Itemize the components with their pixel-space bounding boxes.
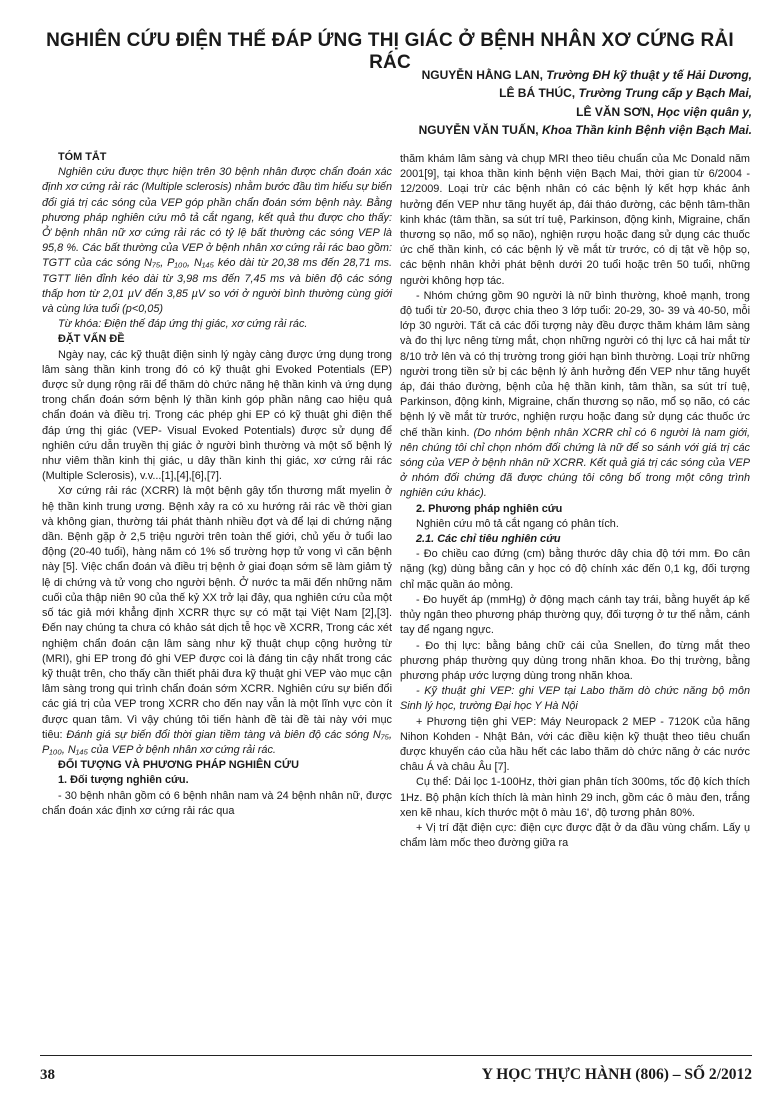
control-group-note: (Do nhóm bệnh nhân XCRR chỉ có 6 người là nam giới, nên chúng tôi chỉ chọn nhóm đối chứng là nữ để so sánh với giá trị các sóng của VEP ở bệnh nhân nữ XCRR. Kết quả giá trị các sóng của VEP ở nhóm đối chứng đã được chúng tôi công bố trong một công trình nghiên cứu khác). bbox=[400, 426, 750, 500]
left-column bbox=[42, 150, 392, 819]
right-column bbox=[400, 152, 750, 851]
author-line bbox=[192, 103, 752, 121]
method-paragraph: Nghiên cứu mô tả cắt ngang có phân tích. bbox=[416, 517, 619, 530]
study-aim: Đánh giá sự biến đổi thời gian tiềm tàng và biên độ các sóng N₇₅, P₁₀₀, N₁₄₅ của VEP ở bệnh nhân xơ cứng rải rác. bbox=[42, 728, 393, 756]
paper-title: NGHIÊN CỨU ĐIỆN THẾ ĐÁP ỨNG THỊ GIÁC Ở BỆNH NHÂN XƠ CỨNG RẢI RÁC bbox=[46, 30, 734, 73]
keywords: Từ khóa: Điện thế đáp ứng thị giác, xơ cứng rải rác. bbox=[58, 318, 308, 331]
author-affiliation: Trường ĐH kỹ thuật y tế Hải Dương, bbox=[546, 68, 752, 82]
electrode-position: + Vị trí đặt điện cực: điện cực được đặt ở da đầu vùng chẩm. Lấy ụ chẩm làm mốc theo đường giữa ra bbox=[400, 821, 750, 850]
method-heading: 2. Phương pháp nghiên cứu bbox=[416, 502, 563, 515]
author-line bbox=[192, 66, 752, 84]
control-group-text: - Nhóm chứng gồm 90 người là nữ bình thường, khoẻ mạnh, trong độ tuổi từ 20-50, được chia theo 3 lớp tuổi: 20-29, 30- 39 và 40-50, mỗi lớp 30 người. Tất cả các đối tượng này đều được thăm khám lâm sàng và đo thị lực nêng từng mắt, chọn những người có thị lực cả hai mắt từ 8/10 trở lên và có thị trường trong giới hạn bình thường. Loại trừ những người trong tiền sử bị các bệnh lý ảnh hưởng đến VEP như tăng huyết áp, đái tháo đường, bệnh của hệ thần kinh, tâm thần, sa sút trí tuệ, Parkinson, động kinh, Migraine, chấn thương sọ não, mổ sọ não, có các bệnh lý về mắt từ trước, nghiện rượu hoặc đang sử dụng các thuốc ức chế thần kinh. bbox=[400, 289, 750, 439]
indicator-item: - Đo thị lực: bằng bảng chữ cái của Snellen, đo từng mắt theo phương pháp thường quy dùng trong nhãn khoa. Đo thị trường, bằng phương pháp ước lượng dùng trong nhãn khoa. bbox=[400, 639, 750, 682]
vep-specs: Cụ thể: Dải lọc 1-100Hz, thời gian phân tích 300ms, tốc độ kích thích 1Hz. Bộ phận kích thích là màn hình 29 inch, gồm các ô màu đen, trắng xen kẽ nhau, kích thước một ô màu 16', độ tương phản 80%. bbox=[400, 776, 750, 819]
author-affiliation: Khoa Thần kinh Bệnh viện Bạch Mai. bbox=[541, 123, 752, 138]
subjects-paragraph: - 30 bệnh nhân gồm có 6 bệnh nhân nam và 24 bệnh nhân nữ, được chẩn đoán xác định xơ cứng rải rác qua bbox=[42, 789, 392, 817]
author-name: LÊ VĂN SƠN, bbox=[576, 104, 654, 119]
author-name: NGUYỄN HẰNG LAN, bbox=[421, 68, 543, 82]
page-number: 38 bbox=[40, 1067, 55, 1083]
vep-device: + Phương tiện ghi VEP: Máy Neuropack 2 MEP - 7120K của hãng Nihon Kohden - Nhật Bản, với các điều kiện kỹ thuật theo tiêu chuẩn được khuyến cáo của hầu hết các labo thăm dò chức năng ở các nước châu Á và châu Âu [7]. bbox=[400, 715, 750, 774]
control-group-paragraph bbox=[400, 289, 750, 502]
indicators-heading: 2.1. Các chỉ tiêu nghiên cứu bbox=[416, 533, 561, 546]
vep-technique: - Kỹ thuật ghi VEP: ghi VEP tại Labo thăm dò chức năng bộ môn Sinh lý học, trường Đại học Y Hà Nội bbox=[400, 685, 750, 713]
indicator-item: - Đo chiều cao đứng (cm) bằng thước dây chia độ tới mm. Đo cân nặng (kg) dùng bằng cân y học có độ chính xác đến 0,1 kg, đối tượng chỉ mặc quần áo mỏng. bbox=[400, 548, 750, 591]
abstract-text: Nghiên cứu được thực hiện trên 30 bệnh nhân được chẩn đoán xác định xơ cứng rải rác (Multiple sclerosis) nhằm bước đầu tìm hiểu sự biến đổi giá trị các sóng của VEP góp phần chẩn đoán sớm bệnh này. Bằng phương pháp nghiên cứu mô tả cắt ngang, kết quả thu được cho thấy: Ở bệnh nhân nữ xơ cứng rải rác có tỷ lệ bất thường các sóng VEP là 95,8 %. Các bất thường của VEP ở bệnh nhân xơ cứng rải rác bao gồm: TGTT của các sóng N₇₅, P₁₀₀, N₁₄₅ kéo dài từ 20,38 ms đến 28,71 ms. TGTT liên đỉnh kéo dài từ 3,98 ms đến 7,45 ms và biên độ các sóng thấp hơn từ 2,01 µV đến 3,85 µV so với ở người bình thường cùng giới và cùng lứa tuổi (p<0,05) bbox=[42, 166, 392, 316]
author-affiliation: Trường Trung cấp y Bạch Mai, bbox=[578, 86, 752, 101]
subjects-heading: 1. Đối tượng nghiên cứu. bbox=[58, 774, 189, 787]
intro-paragraph bbox=[42, 484, 392, 758]
subjects-continued: thăm khám lâm sàng và chụp MRI theo tiêu chuẩn của Mc Donald năm 2001[9], tại khoa thần kinh bệnh viện Bạch Mai, thời gian từ 6/2004 - 12/2009. Loại trừ các bệnh nhân có các bệnh lý kết hợp khác ảnh hưởng đến VEP như tăng huyết áp, đái tháo đường, các bệnh tâm-thần kinh khác (tâm thần, sa sút trí tuệ, Parkinson, động kinh, Migraine, chấn thương sọ não, mổ sọ não), nghiện rượu hoặc đang sử dụng các thuốc ức chế thần kinh, có các bệnh lý về mắt từ trước, có dị tật về hộp sọ, các bệnh nhân khởi phát bệnh dưới 20 tuổi hoặc trên 50 tuổi, những người không hợp tác. bbox=[400, 153, 750, 287]
author-affiliation: Học viện quân y, bbox=[657, 104, 752, 119]
indicator-item: - Đo huyết áp (mmHg) ở động mạch cánh tay trái, bằng huyết áp kế thủy ngân theo phương pháp thường quy, đối tượng ở tư thế nằm, cánh tay để ngang ngực. bbox=[400, 593, 750, 637]
footer-rule bbox=[40, 1055, 752, 1056]
author-name: LÊ BÁ THÚC, bbox=[499, 86, 576, 101]
methods-heading: ĐỐI TƯỢNG VÀ PHƯƠNG PHÁP NGHIÊN CỨU bbox=[58, 759, 299, 772]
author-list bbox=[192, 66, 752, 140]
author-line bbox=[192, 121, 752, 139]
journal-name: Y HỌC THỰC HÀNH (806) – SỐ 2/2012 bbox=[481, 1066, 752, 1083]
intro-paragraph: Ngày nay, các kỹ thuật điện sinh lý ngày càng được ứng dụng trong lâm sàng thần kinh trong đó có kỹ thuật ghi Evoked Potentials (EP) được sử dụng rộng rãi để thăm dò chức năng hệ thần kinh và ứng dụng trong chẩn đoán sớm bệnh lý thần kinh góp phần nâng cao hiệu quả chẩn đoán và điều trị. Trong các phép ghi EP có kỹ thuật ghi điện thế đáp ứng thị giác (VEP- Visual Evoked Potentials) được sử dụng để nghiên cứu dẫn truyền thị giác ở người bình thường và một số bệnh lý như viêm thần kinh thị giác, u dây thần kinh thị giác, xơ cứng rải rác (Multiple Sclerosis), v.v...[1],[4],[6],[7]. bbox=[42, 348, 392, 483]
abstract-heading: TÓM TẮT bbox=[58, 151, 107, 163]
intro-heading: ĐẶT VẤN ĐỀ bbox=[58, 333, 125, 346]
author-line bbox=[192, 84, 752, 102]
page-footer bbox=[40, 1055, 752, 1095]
author-name: NGUYỄN VĂN TUẤN, bbox=[418, 123, 539, 138]
intro-text: Xơ cứng rải rác (XCRR) là một bệnh gây tổn thương mất myelin ở hệ thần kinh trung ương. Bệnh xảy ra có xu hướng rải rác về thời gian và không gian, thường tái phát thành nhiều đợt và để lại di chứng nặng dần. Bệnh gặp ở 2,5 triệu người trên toàn thế giới, chủ yếu ở tuổi lao động (20-40 tuổi), hàng năm có 1% số trường hợp tử vong vì căn bệnh này [5]. Việc chẩn đoán và điều trị bệnh ở giai đoạn sớm sẽ làm giảm tỷ lệ di chứng và tử vong cho người bệnh. Ở nước ta mãi đến những năm cuối của thập niên 90 của thế kỷ XX trở lại đây, qua nghiên cứu của một số tác giả mới khẳng định XCRR thực sự có mặt tại Việt Nam [2],[3]. Đến nay chúng ta chưa có khảo sát dịch tễ học về XCRR, Trong các xét nghiệm chẩn đoán cận lâm sàng như kỹ thuật chụp cộng hưởng từ (MRI), ghi EP trong đó ghi VEP được coi là đáng tin cậy nhất trong các kỹ thuật trên, cho thấy cần thiết phải đưa kỹ thuật ghi VEP vào mục cận lâm sàng trong qui trình chẩn đoán sớm XCRR. Nghiên cứu sự biến đổi các giá trị của VEP trong XCRR cho đến nay vẫn là một lĩnh vực còn ít được quan tâm. Vì vậy chúng tôi tiến hành đề tài đề tài này với mục tiêu: bbox=[42, 485, 392, 741]
